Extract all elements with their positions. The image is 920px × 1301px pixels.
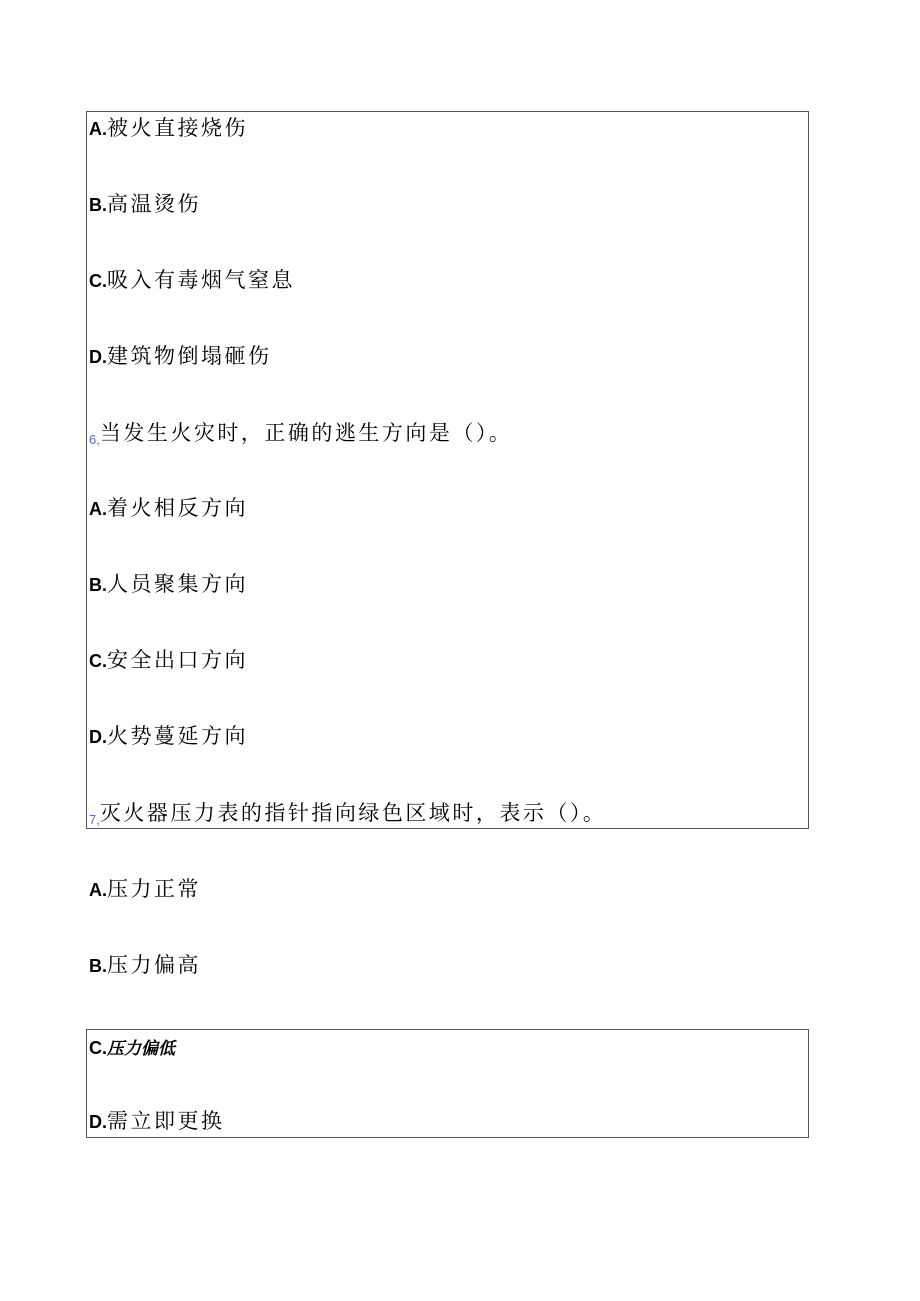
option-c-low [89,1032,175,1062]
option-letter: C. [89,651,107,671]
option-letter: D. [89,727,107,747]
option-letter: C. [89,1038,107,1058]
option-d-spread [89,721,248,751]
option-c-exit [89,645,248,675]
option-a-opposite [89,493,248,523]
option-text: 压力正常 [107,877,201,901]
option-b-high [89,950,201,980]
option-text: 压力偏低 [107,1039,175,1059]
option-letter: A. [89,499,107,519]
option-text: 高温烫伤 [107,192,201,216]
question-number: 7, [89,812,100,827]
question-6 [89,418,512,448]
option-letter: A. [89,880,107,900]
option-text: 吸入有毒烟气窒息 [107,268,295,292]
option-a-normal [89,874,201,904]
option-letter: A. [89,119,107,139]
option-b-scald [89,189,201,219]
option-text: 压力偏高 [107,953,201,977]
question-7 [89,798,606,828]
option-letter: B. [89,575,107,595]
option-d-collapse [89,341,272,371]
option-c-smoke [89,265,295,295]
option-letter: B. [89,956,107,976]
option-text: 安全出口方向 [107,648,248,672]
option-text: 着火相反方向 [107,496,248,520]
option-text: 火势蔓延方向 [107,724,248,748]
option-letter: B. [89,195,107,215]
option-letter: C. [89,271,107,291]
question-number: 6, [89,432,100,447]
option-text: 建筑物倒塌砸伤 [107,344,272,368]
question-text: 灭火器压力表的指针指向绿色区域时，表示（）。 [99,801,607,825]
question-text: 当发生火灾时，正确的逃生方向是（）。 [99,421,513,445]
option-letter: D. [89,1112,107,1132]
option-text: 人员聚集方向 [107,572,248,596]
option-text: 需立即更换 [107,1109,225,1133]
option-text: 被火直接烧伤 [107,116,248,140]
option-a-burn [89,113,248,143]
option-letter: D. [89,347,107,367]
option-d-replace [89,1106,225,1136]
option-b-crowd [89,569,248,599]
